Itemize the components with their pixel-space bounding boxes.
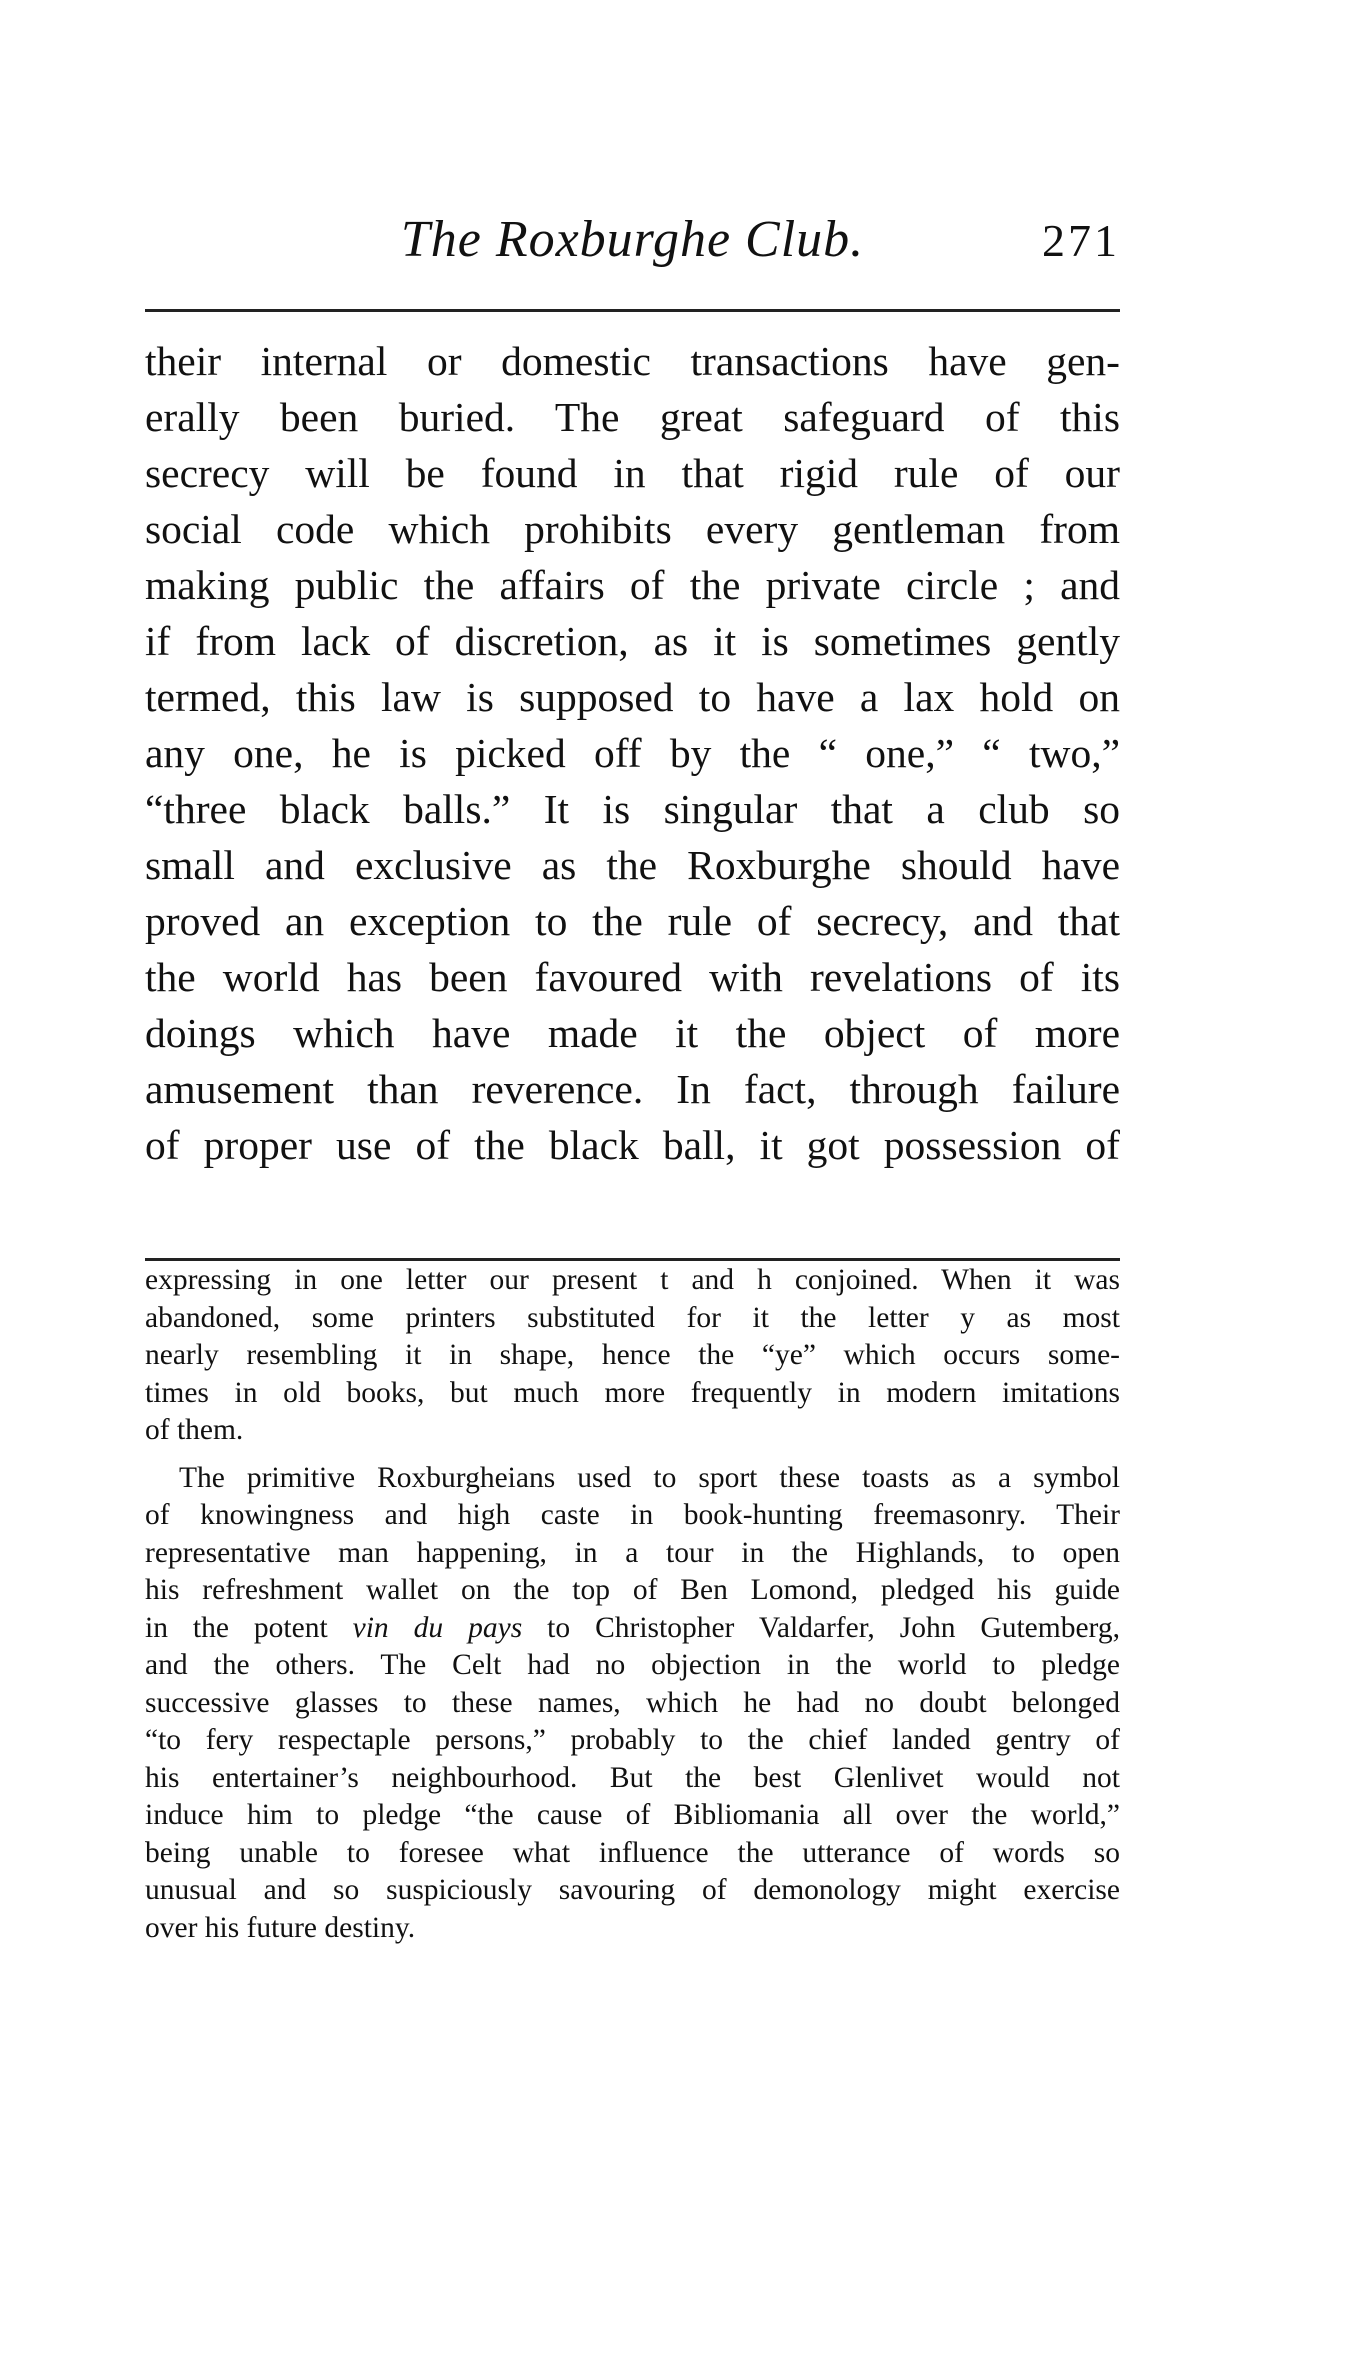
footnote-line: times in old books, but much more frequently in modern imitations [145, 1376, 1120, 1409]
italic-phrase: vin du pays [352, 1611, 523, 1644]
footnotes [145, 1262, 1120, 1947]
footnote-line [145, 1610, 1120, 1648]
footnote-text: in the potent [145, 1611, 353, 1644]
footnote-text: to Christopher Valdarfer, John Gutemberg, [522, 1611, 1120, 1644]
footnote-line: of them. [145, 1414, 244, 1446]
text-line: secrecy will be found in that rigid rule of our [145, 450, 1120, 496]
text-line: social code which prohibits every gentleman from [145, 506, 1120, 552]
text-line: if from lack of discretion, as it is sometimes gently [145, 618, 1120, 664]
text-line: any one, he is picked off by the “ one,” “ two,” [145, 730, 1120, 776]
footnote-line: representative man happening, in a tour in the Highlands, to open [145, 1536, 1120, 1569]
running-title: The Roxburghe Club. [400, 211, 865, 268]
text-line: their internal or domestic transactions have gen- [145, 338, 1120, 384]
footnote-paragraph [145, 1460, 1120, 1948]
footnote-line: induce him to pledge “the cause of Bibliomania all over the world,” [145, 1799, 1120, 1831]
main-text [145, 333, 1120, 1173]
text-line: of proper use of the black ball, it got possession of [145, 1122, 1120, 1168]
text-line: proved an exception to the rule of secrecy, and that [145, 898, 1120, 944]
text-line: making public the affairs of the private circle ; and [145, 562, 1120, 608]
footnote-line: abandoned, some printers substituted for it the letter y as most [145, 1301, 1120, 1334]
text-line: doings which have made it the object of more [145, 1010, 1120, 1056]
footnote-line: The primitive Roxburgheians used to sport these toasts as a symbol [179, 1461, 1120, 1494]
footnote-line: successive glasses to these names, which he had no doubt belonged [145, 1686, 1120, 1719]
text-line: erally been buried. The great safeguard of this [145, 394, 1120, 440]
text-line: amusement than reverence. In fact, through failure [145, 1066, 1120, 1112]
text-line: termed, this law is supposed to have a lax hold on [145, 674, 1120, 720]
footnote-paragraph [145, 1262, 1120, 1450]
page-number: 271 [1042, 215, 1120, 266]
text-line: small and exclusive as the Roxburghe should have [145, 842, 1120, 888]
footnote-line: his entertainer’s neighbourhood. But the best Glenlivet would not [145, 1761, 1120, 1794]
footnote-line: of knowingness and high caste in book-hunting freemasonry. Their [145, 1499, 1120, 1531]
footnote-line: expressing in one letter our present t and h conjoined. When it was [145, 1264, 1120, 1296]
header-rule [145, 309, 1120, 312]
footnote-line: unusual and so suspiciously savouring of demonology might exercise [145, 1874, 1120, 1906]
footnote-line: and the others. The Celt had no objection in the world to pledge [145, 1649, 1120, 1681]
footnote-rule [145, 1258, 1120, 1261]
footnote-line: his refreshment wallet on the top of Ben Lomond, pledged his guide [145, 1574, 1120, 1606]
text-line: the world has been favoured with revelations of its [145, 954, 1120, 1000]
footnote-line: “to fery respectaple persons,” probably to the chief landed gentry of [145, 1724, 1120, 1756]
footnote-line: over his future destiny. [145, 1911, 416, 1944]
footnote-line: being unable to foresee what influence the utterance of words so [145, 1836, 1120, 1869]
page-header [145, 210, 1120, 280]
text-line: “three black balls.” It is singular that a club so [145, 786, 1120, 832]
footnote-line: nearly resembling it in shape, hence the “ye” which occurs some- [145, 1339, 1120, 1371]
